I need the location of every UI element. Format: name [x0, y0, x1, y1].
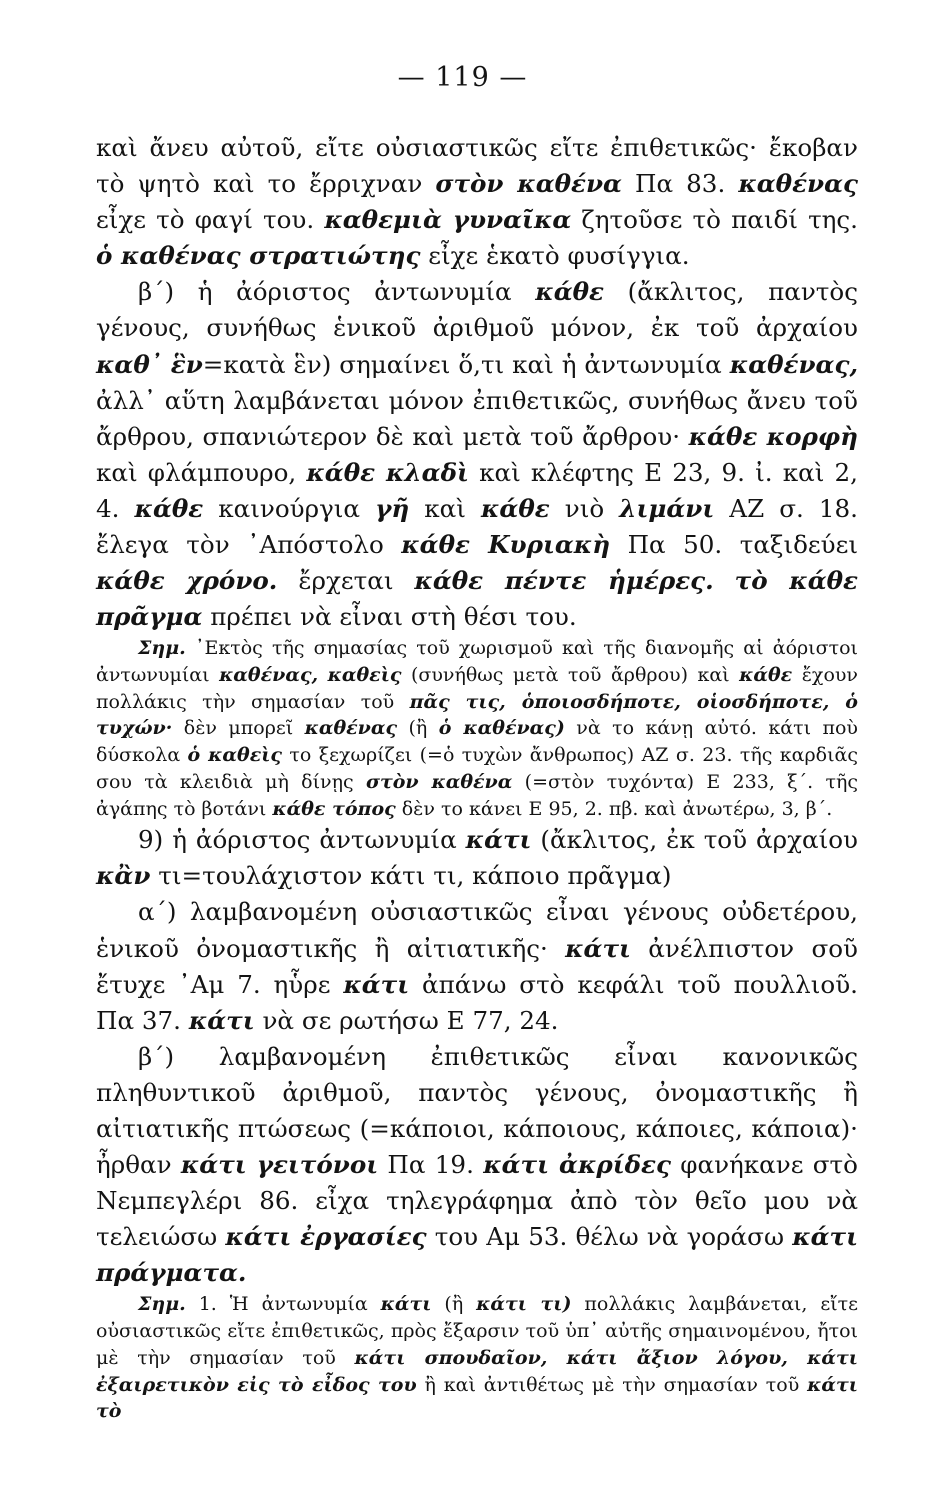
keyword-text: κάτι ἐργασίες — [225, 1222, 427, 1252]
paragraph-kati-adjectival — [96, 1039, 858, 1292]
keyword-text: πᾶς τις, ὁποιοσδήποτε, οἱοσδήποτε, ὁ τυχών· — [96, 690, 858, 740]
body-text: (ἢ — [397, 717, 439, 740]
keyword-text: κάτι — [565, 933, 631, 963]
keyword-text: κάτι — [465, 825, 532, 855]
page-number: — 119 — — [397, 62, 528, 93]
body-text: νὰ το κάνῃ αὐτό. κάτι ποὺ δύσκολα — [96, 717, 858, 767]
body-text: ἀλλ᾽ αὕτη λαμβάνεται μόνον ἐπιθετικῶς, συνήθως ἄνευ τοῦ ἄρθρου, σπανιώτερον δὲ καὶ μετὰ τοῦ ἄρθρου· — [96, 385, 858, 451]
keyword-text: τὸ κάθε πρᾶγμα — [96, 566, 859, 632]
keyword-text: καθένας — [738, 169, 859, 199]
body-text: (ἢ — [431, 1293, 477, 1316]
body-text: 1. Ἡ ἀντωνυμία — [185, 1293, 381, 1316]
body-text: καὶ κλέφτης Ε 23, 9. ἰ. καὶ 2, 4. — [96, 457, 859, 523]
body-text: ᾽Εκτὸς τῆς σημασίας τοῦ χωρισμοῦ καὶ τῆς διανομῆς αἱ ἀόριστοι ἀντωνυμίαι — [96, 637, 858, 687]
body-text: β´) λαμβανομένη ἐπιθετικῶς εἶναι κανονικῶς πληθυντικοῦ ἀριθμοῦ, παντὸς γένους, ὀνομαστικῆς ἢ αἰτιατικῆς πτώσεως (=κάποιοι, κάποιους, κάποιες, κάποια)· ἦρθαν — [96, 1041, 858, 1180]
body-text: (συνήθως μετὰ τοῦ ἄρθρου) καὶ — [401, 664, 740, 687]
keyword-text: καθένας — [304, 717, 398, 740]
body-text — [318, 664, 328, 686]
keyword-text: κάτι ἀκρίδες — [483, 1150, 671, 1180]
body-text: πολλάκις λαμβάνεται, εἴτε οὐσιαστικῶς εἴτε ἐπιθετικῶς, πρὸς ἔξαρσιν τοῦ ὑπ᾽ αὐτῆς σημαινομένου, ἤτοι μὲ τὴν σημασίαν τοῦ — [96, 1293, 858, 1369]
keyword-text: κάτι — [343, 969, 410, 999]
keyword-text: καθένας, — [729, 349, 859, 379]
body-text: καὶ — [409, 493, 481, 523]
body-text: το ξεχωρίζει (=ὁ τυχὼν ἄνθρωπος) ΑΖ σ. 23. τῆς καρδιᾶς σου τὰ κλειδιὰ μὴ δίνῃς — [96, 744, 859, 793]
keyword-text: κάθε — [535, 277, 604, 307]
body-text: =κατὰ ἓν) σημαίνει ὅ,τι καὶ ἡ ἀντωνυμία — [202, 349, 730, 379]
keyword-text: κάτι τὸ — [96, 1373, 858, 1423]
body-text: δὲν το κάνει Ε 95, 2. πβ. καὶ ἀνωτέρω, 3, β´. — [395, 797, 833, 820]
body-text: ἔρχεται — [277, 566, 415, 596]
keyword-text: λιμάνι — [619, 493, 715, 523]
body-text: τι=τουλάχιστον κάτι τι, κάποιο πρᾶγμα) — [150, 861, 672, 891]
keyword-text: καθένας, — [219, 664, 319, 687]
keyword-text: ὁ καθένας στρατιώτης — [96, 241, 421, 271]
keyword-text: κάθε κλαδὶ — [306, 457, 469, 487]
body-text: (ἄκλιτος, ἐκ τοῦ ἀρχαίου — [531, 825, 858, 855]
keyword-text: ὁ καθένας) — [438, 717, 565, 740]
keyword-text: κάθε Κυριακὴ — [401, 530, 611, 560]
keyword-text: καθεμιὰ γυναῖκα — [324, 205, 572, 235]
body-text: 9) ἡ ἀόριστος ἀντωνυμία — [138, 825, 466, 855]
note-kati-emphasis — [96, 1291, 858, 1425]
main-text — [96, 130, 858, 1425]
body-text: ἀνέλπιστον σοῦ ἔτυχε ᾽Αμ 7. ηὗρε — [96, 933, 858, 999]
keyword-text: στὸν καθένα — [435, 169, 622, 199]
body-text: ἔχουν πολλάκις τὴν σημασίαν τοῦ — [96, 664, 858, 713]
body-text: α´) λαμβανομένη οὐσιαστικῶς εἶναι γένους οὐδετέρου, ἑνικοῦ ὀνομαστικῆς ἢ αἰτιατικῆς· — [96, 897, 858, 963]
paragraph-kati-substantive — [96, 894, 858, 1038]
keyword-text: Σημ. — [138, 1293, 186, 1316]
body-text: Πα 50. ταξιδεύει — [610, 530, 858, 560]
keyword-text: κἂν — [96, 861, 151, 891]
body-text — [714, 566, 735, 595]
body-text: ΑΖ σ. 18. ἔλεγα τὸν ᾽Απόστολο — [96, 493, 858, 560]
body-text: καὶ ἄνευ αὐτοῦ, εἴτε οὐσιαστικῶς εἴτε ἐπιθετικῶς· ἔκοβαν τὸ ψητὸ καὶ το ἔρριχναν — [96, 133, 858, 199]
paragraph-kati-pronoun — [96, 822, 858, 894]
keyword-text: στὸν καθένα — [365, 770, 513, 793]
keyword-text: κάθε — [480, 493, 550, 523]
body-text: φανήκανε στὸ Νεμπεγλέρι 86. εἶχα τηλεγράφημα ἀπὸ τὸν θεῖο μου νὰ τελειώσω — [96, 1150, 858, 1252]
body-text: ἀπάνω στὸ κεφάλι τοῦ πουλλιοῦ. Πα 37. — [96, 969, 858, 1035]
keyword-text: γῆ — [375, 493, 410, 523]
body-text: Πα 19. — [378, 1150, 484, 1180]
keyword-text: ὁ καθεὶς — [187, 744, 283, 767]
body-text: ζητοῦσε τὸ παιδί της. — [571, 205, 858, 235]
body-text: του Αμ 53. θέλω νὰ γοράσω — [426, 1222, 793, 1252]
body-text: πρέπει νὰ εἶναι στὴ θέσι του. — [202, 602, 577, 632]
keyword-text: κάτι τι) — [476, 1293, 572, 1316]
keyword-text: κάτι γειτόνοι — [180, 1150, 379, 1180]
body-text: εἶχε τὸ φαγί του. — [96, 205, 325, 235]
paragraph-kathe-pronoun — [96, 274, 858, 635]
keyword-text: κάθε τόπος — [272, 797, 396, 820]
body-text: β´) ἡ ἀόριστος ἀντωνυμία — [138, 277, 536, 307]
keyword-text: Σημ. — [138, 637, 186, 660]
body-text: ἢ καὶ ἀντιθέτως μὲ τὴν σημασίαν τοῦ — [416, 1373, 808, 1396]
body-text: (ἄκλιτος, παντὸς γένους, συνήθως ἑνικοῦ ἀριθμοῦ μόνον, ἐκ τοῦ ἀρχαίου — [96, 277, 858, 343]
keyword-text: κάθε — [739, 664, 793, 687]
keyword-text: κάθε πέντε ἡμέρες. — [414, 566, 714, 596]
body-text: νὰ σε ρωτήσω Ε 77, 24. — [254, 1005, 559, 1035]
note-kathenas-meaning — [96, 635, 858, 822]
keyword-text: καθ᾽ ἓν — [96, 349, 203, 379]
keyword-text: καθεὶς — [327, 664, 402, 687]
body-text: καὶ φλάμπουρο, — [96, 457, 307, 487]
keyword-text: κάθε κορφὴ — [688, 421, 858, 451]
keyword-text: κάθε χρόνο. — [96, 566, 278, 596]
paragraph-kathenas-examples — [96, 130, 858, 274]
keyword-text: κάτι — [188, 1005, 255, 1035]
body-text: εἶχε ἑκατὸ φυσίγγια. — [420, 241, 690, 271]
keyword-text: κάτι σπουδαῖον, κάτι ἄξιον λόγου, κάτι ἐξαιρετικὸν εἰς τὸ εἶδος του — [96, 1346, 858, 1396]
keyword-text: κάτι — [380, 1293, 432, 1316]
body-text: δὲν μπορεῖ — [172, 717, 305, 740]
keyword-text: κάθε — [134, 493, 204, 523]
body-text: Πα 83. — [621, 169, 739, 199]
keyword-text: κάτι πράγματα. — [96, 1222, 858, 1288]
body-text: νιὸ — [549, 493, 620, 523]
body-text: (=στὸν τυχόντα) Ε 233, ξ´. τῆς ἀγάπης τὸ βοτάνι — [96, 770, 859, 820]
body-text: καινούργια — [203, 493, 376, 523]
